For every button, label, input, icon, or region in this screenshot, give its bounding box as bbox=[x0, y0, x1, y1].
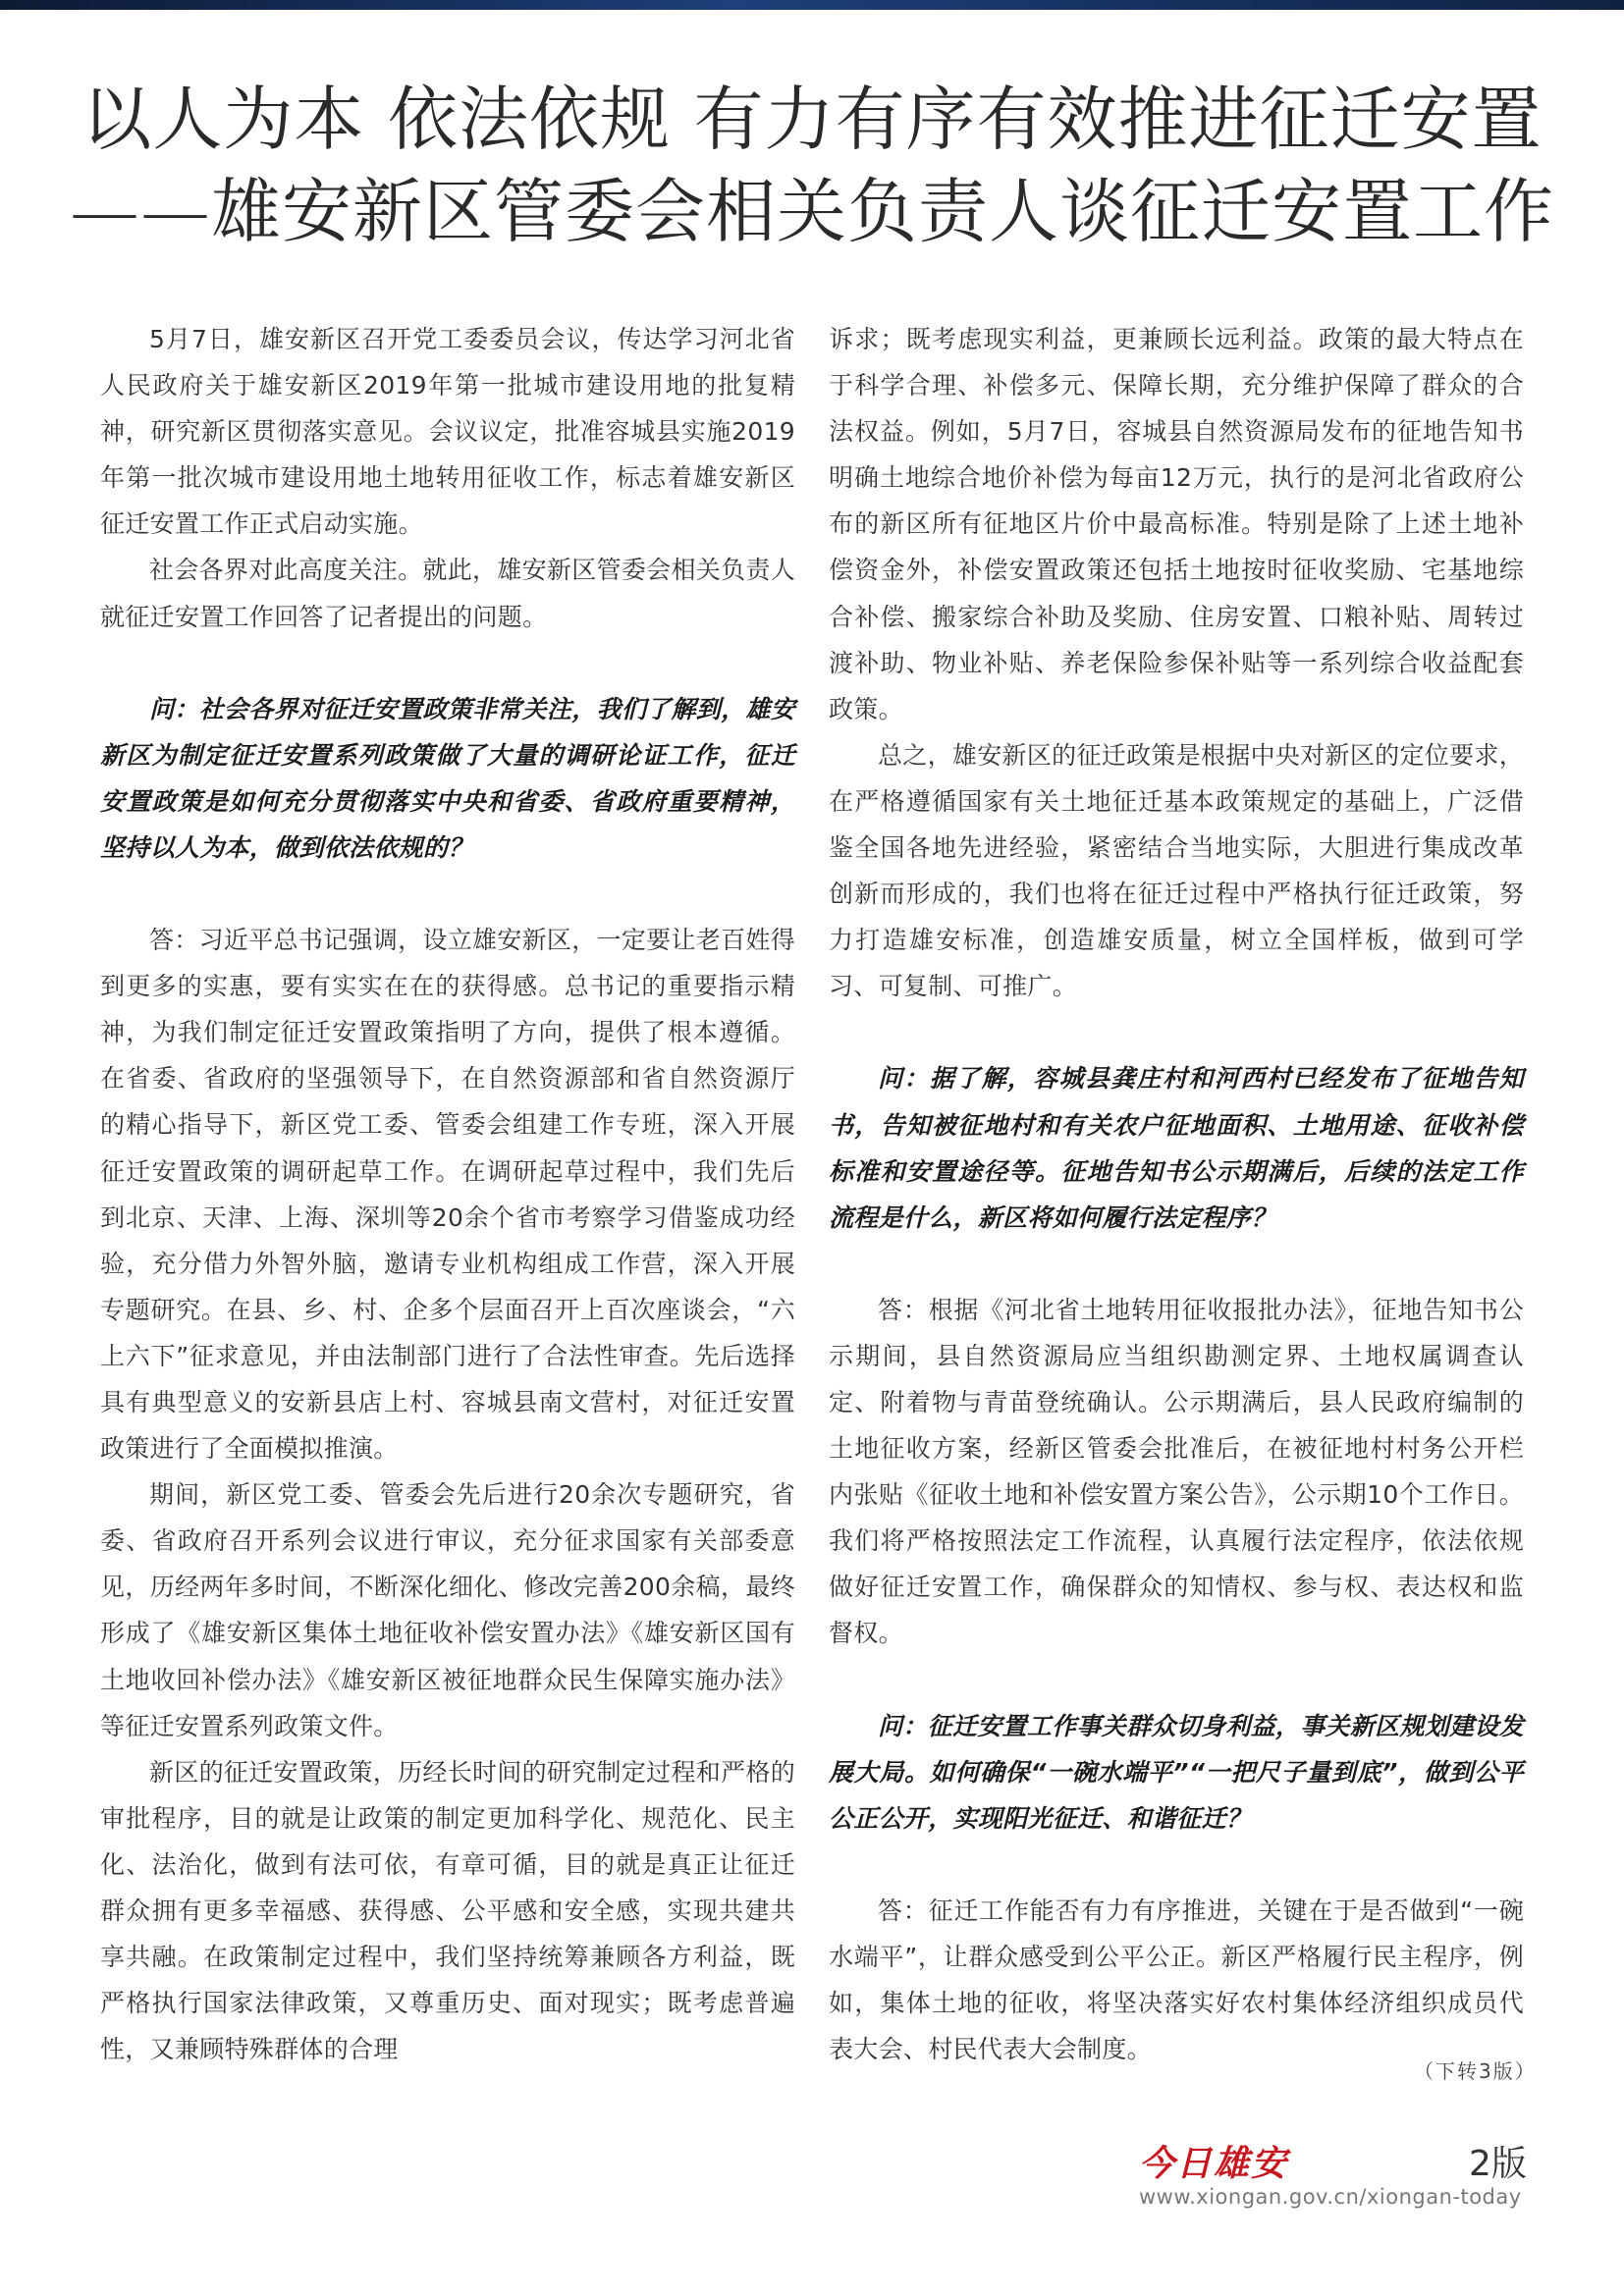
continued-on-page-note: （下转3版） bbox=[1414, 2059, 1537, 2083]
article-column-left bbox=[100, 316, 795, 2072]
answer-1-paragraph-1: 答：习近平总书记强调，设立雄安新区，一定要让老百姓得到更多的实惠，要有实实在在的获得感。总书记的重要指示精神，为我们制定征迁安置政策指明了方向，提供了根本遵循。在省委、省政府的坚强领导下，在自然资源部和省自然资源厅的精心指导下，新区党工委、管委会组建工作专班，深入开展征迁安置政策的调研起草工作。在调研起草过程中，我们先后到北京、天津、上海、深圳等20余个省市考察学习借鉴成功经验，充分借力外智外脑，邀请专业机构组成工作营，深入开展专题研究。在县、乡、村、企多个层面召开上百次座谈会，“六上六下”征求意见，并由法制部门进行了合法性审查。先后选择具有典型意义的安新县店上村、容城县南文营村，对征迁安置政策进行了全面模拟推演。 bbox=[100, 926, 795, 1464]
headline-title: 以人为本 依法依规 有力有序有效推进征迁安置 bbox=[81, 79, 1543, 160]
answer-1-paragraph-3: 新区的征迁安置政策，历经长时间的研究制定过程和严格的审批程序，目的就是让政策的制定更加科学化、规范化、民主化、法治化，做到有法可依，有章可循，目的就是真正让征迁群众拥有更多幸福感、获得感、公平感和安全感，实现共建共享共融。在政策制定过程中，我们坚持统筹兼顾各方利益，既严格执行国家法律政策，又尊重历史、面对现实；既考虑普遍性，又兼顾特殊群体的合理 bbox=[100, 1757, 795, 2064]
intro-paragraph: 5月7日，雄安新区召开党工委委员会议，传达学习河北省人民政府关于雄安新区2019年第一批城市建设用地的批复精神，研究新区贯彻落实意见。会议议定，批准容城县实施2019年第一批次城市建设用地土地转用征收工作，标志着雄安新区征迁安置工作正式启动实施。 bbox=[100, 325, 795, 539]
page-number: 2版 bbox=[1469, 2144, 1527, 2184]
question-2: 问：据了解，容城县龚庄村和河西村已经发布了征地告知书，告知被征地村和有关农户征地面积、土地用途、征收补偿标准和安置途径等。征地告知书公示期满后，后续的法定工作流程是什么，新区将如何履行法定程序？ bbox=[829, 1064, 1524, 1232]
question-3: 问：征迁安置工作事关群众切身利益，事关新区规划建设发展大局。如何确保“一碗水端平”“一把尺子量到底”，做到公平公正公开，实现阳光征迁、和谐征迁？ bbox=[829, 1711, 1524, 1833]
answer-3: 答：征迁工作能否有力有序推进，关键在于是否做到“一碗水端平”，让群众感受到公平公正。新区严格履行民主程序，例如，集体土地的征收，将坚决落实好农村集体经济组织成员代表大会、村民代表大会制度。 bbox=[829, 1896, 1524, 2064]
answer-1-summary: 总之，雄安新区的征迁政策是根据中央对新区的定位要求，在严格遵循国家有关土地征迁基本政策规定的基础上，广泛借鉴全国各地先进经验，紧密结合当地实际，大胆进行集成改革创新而形成的，我们也将在征迁过程中严格执行征迁政策，努力打造雄安标准，创造雄安质量，树立全国样板，做到可学习、可复制、可推广。 bbox=[829, 740, 1524, 1001]
publication-logo: 今日雄安 bbox=[1139, 2143, 1289, 2184]
article-column-right bbox=[829, 316, 1524, 2072]
question-1: 问：社会各界对征迁安置政策非常关注，我们了解到，雄安新区为制定征迁安置系列政策做了大量的调研论证工作，征迁安置政策是如何充分贯彻落实中央和省委、省政府重要精神，坚持以人为本，做到依法依规的？ bbox=[100, 694, 795, 862]
answer-2: 答：根据《河北省土地转用征收报批办法》，征地告知书公示期间，县自然资源局应当组织勘测定界、土地权属调查认定、附着物与青苗登统确认。公示期满后，县人民政府编制的土地征收方案，经新区管委会批准后，在被征地村村务公开栏内张贴《征收土地和补偿安置方案公告》，公示期10个工作日。我们将严格按照法定工作流程，认真履行法定程序，依法依规做好征迁安置工作，确保群众的知情权、参与权、表达权和监督权。 bbox=[829, 1295, 1524, 1648]
intro-paragraph-2: 社会各界对此高度关注。就此，雄安新区管委会相关负责人就征迁安置工作回答了记者提出的问题。 bbox=[100, 556, 795, 631]
headline-subtitle: ——雄安新区管委会相关负责人谈征迁安置工作 bbox=[69, 171, 1554, 252]
answer-1-paragraph-2: 期间，新区党工委、管委会先后进行20余次专题研究，省委、省政府召开系列会议进行审议，充分征求国家有关部委意见，历经两年多时间，不断深化细化、修改完善200余稿，最终形成了《雄安新区集体土地征收补偿安置办法》《雄安新区国有土地收回补偿办法》《雄安新区被征地群众民生保障实施办法》等征迁安置系列政策文件。 bbox=[100, 1480, 795, 1740]
website-url: www.xiongan.gov.cn/xiongan-today bbox=[1139, 2185, 1522, 2209]
top-banner-bar bbox=[0, 0, 1624, 10]
answer-1-continued: 诉求；既考虑现实利益，更兼顾长远利益。政策的最大特点在于科学合理、补偿多元、保障长期，充分维护保障了群众的合法权益。例如，5月7日，容城县自然资源局发布的征地告知书明确土地综合地价补偿为每亩12万元，执行的是河北省政府公布的新区所有征地区片价中最高标准。特别是除了上述土地补偿资金外，补偿安置政策还包括土地按时征收奖励、宅基地综合补偿、搬家综合补助及奖励、住房安置、口粮补贴、周转过渡补助、物业补贴、养老保险参保补贴等一系列综合收益配套政策。 bbox=[829, 325, 1524, 723]
